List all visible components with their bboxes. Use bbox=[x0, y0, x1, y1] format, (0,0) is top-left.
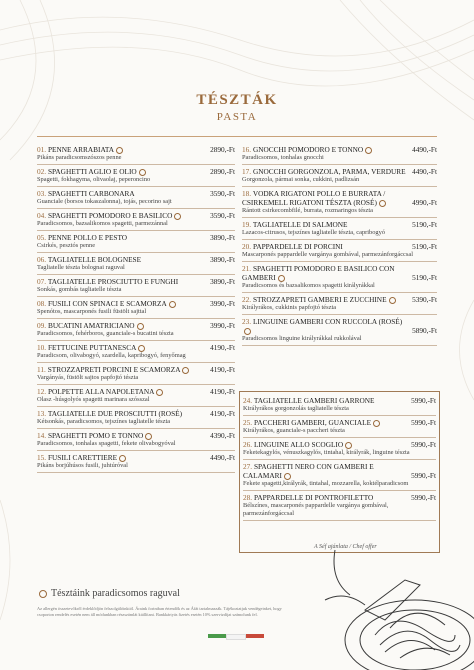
item-name: PENNE ARRABIATA bbox=[47, 145, 115, 154]
tomato-ragu-icon bbox=[365, 147, 372, 154]
item-name: FUSILI CON SPINACI E SCAMORZA bbox=[47, 299, 167, 308]
item-number: 15. bbox=[37, 453, 47, 462]
legend-text: Tésztáink paradicsomos raguval bbox=[51, 588, 180, 599]
item-number: 22. bbox=[242, 295, 252, 304]
item-description: Királyrákos, guanciale-s paccheri tészta bbox=[243, 427, 436, 438]
item-description: Kétsonkás, paradicsomos, tejszínes tagliatelle tészta bbox=[37, 418, 235, 429]
item-description: Paradicsom, olivabogyó, szardella, kapribogyó, fenyőmag bbox=[37, 352, 235, 363]
item-price: 4190,-Ft bbox=[210, 343, 235, 352]
item-number: 18. bbox=[242, 189, 252, 198]
tomato-ragu-icon bbox=[379, 200, 386, 207]
page-subtitle: PASTA bbox=[216, 111, 258, 123]
menu-item bbox=[243, 394, 436, 416]
item-number: 01. bbox=[37, 145, 47, 154]
item-description: Gorgonzola, pármai sonka, cukkini, padlizsán bbox=[242, 176, 437, 187]
item-name: LINGUINE ALLO SCOGLIO bbox=[253, 440, 344, 449]
item-price: 3990,-Ft bbox=[210, 299, 235, 308]
item-description: Paradicsomos, bazsalikomos spagetti, parmezánnal bbox=[37, 220, 235, 231]
item-name: TAGLIATELLE DI SALMONE bbox=[252, 220, 348, 229]
tomato-ragu-icon bbox=[139, 169, 146, 176]
menu-item bbox=[37, 451, 235, 473]
menu-column-right bbox=[242, 143, 437, 346]
item-name: BUCATINI AMATRICIANO bbox=[47, 321, 135, 330]
item-description: Spenótos, mascarponés fusili füstölt sajttal bbox=[37, 308, 235, 319]
item-description: Mascarponés pappardelle vargánya gombával, parmezánforgáccsal bbox=[242, 251, 437, 262]
item-description: Fekete spagetti,királyrák, tintahal, mozzarella, koktélparadicsom bbox=[243, 480, 436, 491]
item-description: Paradicsomos, tonhalas spagetti, fekete olivabogyóval bbox=[37, 440, 235, 451]
menu-item bbox=[37, 385, 235, 407]
item-description: Királyrákos, cukkinis papfojtó tészta bbox=[242, 304, 437, 315]
item-name: TAGLIATELLE GAMBERI GARRONE bbox=[253, 396, 375, 405]
item-number: 26. bbox=[243, 440, 253, 449]
item-number: 24. bbox=[243, 396, 253, 405]
menu-item bbox=[37, 275, 235, 297]
tomato-ragu-icon bbox=[284, 473, 291, 480]
menu-item bbox=[37, 143, 235, 165]
item-name: TAGLIATELLE DUE PROSCIUTTI (ROSÉ) bbox=[47, 409, 183, 418]
menu-item bbox=[242, 143, 437, 165]
item-description: Csirkés, pesztós penne bbox=[37, 242, 235, 253]
item-name: SPAGHETTI CARBONARA bbox=[47, 189, 135, 198]
item-description: Vargányás, füstölt sajtos papfojtó tészta bbox=[37, 374, 235, 385]
item-name: POLPETTE ALLA NAPOLETANA bbox=[47, 387, 155, 396]
item-price: 4190,-Ft bbox=[210, 365, 235, 374]
item-description: Paradicsomos linguine királyrákkal rukkolával bbox=[242, 335, 437, 346]
item-number: 13. bbox=[37, 409, 47, 418]
menu-item bbox=[243, 460, 436, 491]
menu-item bbox=[242, 218, 437, 240]
item-name: FUSILI CARETTIERE bbox=[47, 453, 118, 462]
item-price: 4490,-Ft bbox=[412, 145, 437, 154]
item-price: 3890,-Ft bbox=[210, 255, 235, 264]
tomato-ragu-icon bbox=[39, 590, 47, 598]
item-description: Olasz -húsgolyós spagetti marinara szósszal bbox=[37, 396, 235, 407]
flag-green bbox=[208, 634, 226, 638]
item-price: 5990,-Ft bbox=[411, 418, 436, 427]
item-name: PENNE POLLO E PESTO bbox=[47, 233, 128, 242]
item-number: 05. bbox=[37, 233, 47, 242]
item-price: 4990,-Ft bbox=[412, 198, 437, 207]
item-description: Lazacos-citrusos, tejszínes tagliatelle tészta, capribogyó bbox=[242, 229, 437, 240]
item-description: Paradicsomos és bazsalikomos spagetti királyrákkal bbox=[242, 282, 437, 293]
tomato-ragu-icon bbox=[145, 433, 152, 440]
item-number: 03. bbox=[37, 189, 47, 198]
item-price: 5990,-Ft bbox=[411, 493, 436, 502]
legend bbox=[37, 588, 180, 599]
item-name: VODKA RIGATONI POLLO E BURRATA / CSIRKEMELL RIGATONI TÉSZTA (ROSÉ) bbox=[242, 189, 386, 207]
menu-item bbox=[37, 297, 235, 319]
item-number: 23. bbox=[242, 317, 252, 326]
item-name: PACCHERI GAMBERI, GUANCIALE bbox=[253, 418, 372, 427]
item-description: Spagetti, fokhagyma, olivaolaj, peperoncino bbox=[37, 176, 235, 187]
tomato-ragu-icon bbox=[137, 323, 144, 330]
item-price: 5190,-Ft bbox=[412, 273, 437, 282]
item-number: 10. bbox=[37, 343, 47, 352]
item-number: 20. bbox=[242, 242, 252, 251]
item-name: STROZZAPRETI GAMBERI E ZUCCHINE bbox=[252, 295, 387, 304]
item-name: SPAGHETTI AGLIO E OLIO bbox=[47, 167, 137, 176]
item-name: STROZZAPRETI PORCINI E SCAMORZA bbox=[47, 365, 181, 374]
item-description: Feketekagylós, vénuszkagylós, tintahal, királyrák, linguine tészta bbox=[243, 449, 436, 460]
item-description: Pikáns paradicsomszószos penne bbox=[37, 154, 235, 165]
item-number: 14. bbox=[37, 431, 47, 440]
item-price: 5990,-Ft bbox=[411, 471, 436, 480]
item-description: Sonkás, gombás tagliatelle tészta bbox=[37, 286, 235, 297]
tomato-ragu-icon bbox=[156, 389, 163, 396]
tomato-ragu-icon bbox=[278, 275, 285, 282]
tomato-ragu-icon bbox=[244, 328, 251, 335]
item-description: Tagliatelle tészta bolognai raguval bbox=[37, 264, 235, 275]
item-description: Királyrákos gorgonzolás tagliatelle tészta bbox=[243, 405, 436, 416]
menu-item bbox=[37, 231, 235, 253]
menu-item bbox=[37, 363, 235, 385]
item-price: 3590,-Ft bbox=[210, 189, 235, 198]
tomato-ragu-icon bbox=[373, 420, 380, 427]
item-name: GNOCCHI POMODORO E TONNO bbox=[252, 145, 364, 154]
item-number: 17. bbox=[242, 167, 252, 176]
item-number: 06. bbox=[37, 255, 47, 264]
item-description: Rántott csirkecombfilé, burrata, rozmaringos tészta bbox=[242, 207, 437, 218]
item-price: 2890,-Ft bbox=[210, 145, 235, 154]
menu-item bbox=[37, 407, 235, 429]
menu-item bbox=[37, 187, 235, 209]
menu-item bbox=[243, 416, 436, 438]
chef-offer-label: A Séf ajánlata / Chef offer bbox=[311, 544, 380, 550]
page-title: TÉSZTÁK bbox=[196, 92, 278, 108]
tomato-ragu-icon bbox=[169, 301, 176, 308]
item-name: SPAGHETTI NERO CON GAMBERI E CALAMARI bbox=[243, 462, 374, 480]
menu-item bbox=[242, 293, 437, 315]
item-number: 25. bbox=[243, 418, 253, 427]
item-price: 5390,-Ft bbox=[412, 295, 437, 304]
item-number: 07. bbox=[37, 277, 47, 286]
item-number: 09. bbox=[37, 321, 47, 330]
item-name: SPAGHETTI POMODORO E BASILICO CON GAMBERI bbox=[242, 264, 395, 282]
item-description: Pikáns borjúhúsos fusili, juhtúróval bbox=[37, 462, 235, 473]
item-description: Paradicsomos, fehérboros, guanciale-s bucatini tészta bbox=[37, 330, 235, 341]
item-price: 4490,-Ft bbox=[210, 453, 235, 462]
pasta-plate-illustration bbox=[305, 540, 474, 670]
item-price: 4490,-Ft bbox=[412, 167, 437, 176]
fine-print: Az allergén összetevőkről érdeklődjön felszolgálóinktól. Áraink forintban értendők és az Áfát tartalmazzák. Tájékoztatjuk vendégeinket, hogy csoporton rendelés esetén nem áll módunkban részszámlát kiállítani. Bankkártyás fizetés esetén 10% szervizdíjat számolunk fel. bbox=[37, 606, 282, 617]
item-price: 2890,-Ft bbox=[210, 167, 235, 176]
item-number: 04. bbox=[37, 211, 47, 220]
tomato-ragu-icon bbox=[174, 213, 181, 220]
item-price: 5990,-Ft bbox=[411, 440, 436, 449]
item-name: TAGLIATELLE PROSCIUTTO E FUNGHI bbox=[47, 277, 179, 286]
item-number: 02. bbox=[37, 167, 47, 176]
menu-item bbox=[243, 491, 436, 521]
menu-item bbox=[37, 253, 235, 275]
item-name: LINGUINE GAMBERI CON RUCCOLA (ROSÉ) bbox=[252, 317, 403, 326]
item-description: Paradicsomos, tonhalas gnocchi bbox=[242, 154, 437, 165]
menu-item bbox=[242, 315, 437, 346]
item-name: SPAGHETTI POMODORO E BASILICO bbox=[47, 211, 173, 220]
menu-column-left bbox=[37, 143, 235, 473]
chef-offer-box bbox=[239, 391, 440, 553]
tomato-ragu-icon bbox=[389, 297, 396, 304]
item-name: FETTUCINE PUTTANESCA bbox=[47, 343, 137, 352]
menu-item bbox=[37, 341, 235, 363]
item-number: 08. bbox=[37, 299, 47, 308]
item-number: 28. bbox=[243, 493, 253, 502]
menu-item bbox=[242, 187, 437, 218]
item-description: Guanciale (borsos tokaszalonna), tojás, pecorino sajt bbox=[37, 198, 235, 209]
item-number: 27. bbox=[243, 462, 253, 471]
menu-item bbox=[37, 165, 235, 187]
flag-white bbox=[226, 634, 246, 640]
item-price: 5190,-Ft bbox=[412, 220, 437, 229]
menu-item bbox=[37, 429, 235, 451]
menu-item bbox=[37, 319, 235, 341]
item-number: 11. bbox=[37, 365, 46, 374]
item-price: 5190,-Ft bbox=[412, 242, 437, 251]
item-price: 5990,-Ft bbox=[411, 396, 436, 405]
item-number: 21. bbox=[242, 264, 252, 273]
menu-item bbox=[242, 240, 437, 262]
item-price: 3890,-Ft bbox=[210, 277, 235, 286]
menu-item bbox=[37, 209, 235, 231]
item-price: 4190,-Ft bbox=[210, 387, 235, 396]
item-number: 12. bbox=[37, 387, 47, 396]
item-name: GNOCCHI GORGONZOLA, PARMA, VERDURE bbox=[252, 167, 406, 176]
item-price: 3590,-Ft bbox=[210, 211, 235, 220]
tomato-ragu-icon bbox=[138, 345, 145, 352]
menu-item bbox=[242, 165, 437, 187]
tomato-ragu-icon bbox=[182, 367, 189, 374]
item-price: 5890,-Ft bbox=[412, 326, 437, 335]
item-price: 4190,-Ft bbox=[210, 409, 235, 418]
item-name: TAGLIATELLE BOLOGNESE bbox=[47, 255, 142, 264]
item-number: 19. bbox=[242, 220, 252, 229]
chef-offer-list bbox=[243, 394, 436, 521]
tomato-ragu-icon bbox=[345, 442, 352, 449]
item-name: PAPPARDELLE DI PONTROFILETTO bbox=[253, 493, 374, 502]
item-price: 4390,-Ft bbox=[210, 431, 235, 440]
item-description: Bélszínes, mascarponés pappardelle vargánya gombával, parmezánforgáccsal bbox=[243, 502, 436, 521]
divider bbox=[37, 136, 437, 137]
item-name: PAPPARDELLE DI PORCINI bbox=[252, 242, 343, 251]
item-name: SPAGHETTI POMO E TONNO bbox=[47, 431, 144, 440]
item-number: 16. bbox=[242, 145, 252, 154]
tomato-ragu-icon bbox=[119, 455, 126, 462]
flag-red bbox=[246, 634, 264, 638]
menu-item bbox=[242, 262, 437, 293]
tomato-ragu-icon bbox=[116, 147, 123, 154]
item-price: 3890,-Ft bbox=[210, 233, 235, 242]
item-price: 3990,-Ft bbox=[210, 321, 235, 330]
menu-item bbox=[243, 438, 436, 460]
